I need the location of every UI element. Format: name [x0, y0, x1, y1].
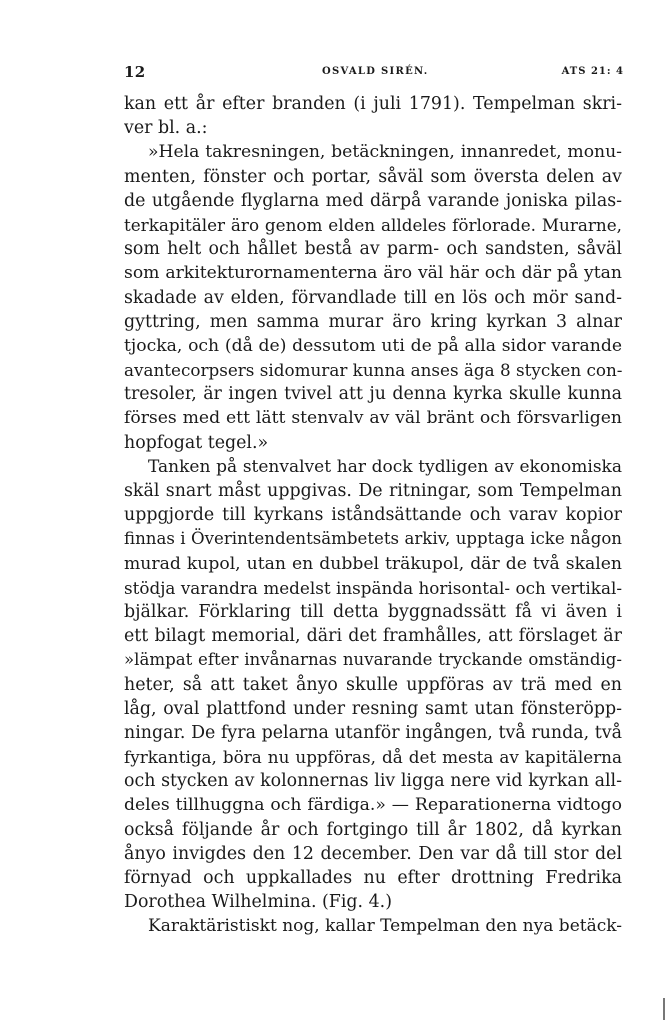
- text-line: ningar. De fyra pelarna utanför ingången, två runda, två: [124, 722, 622, 743]
- text-line: som helt och hållet bestå av parm- och sandsten, såväl: [124, 239, 622, 260]
- text-line: Dorothea Wilhelmina. (Fig. 4.): [124, 892, 392, 913]
- text-line: hopfogat tegel.»: [124, 432, 269, 453]
- text-line: tjocka, och (då de) dessutom uti de på alla sidor varande: [124, 335, 622, 356]
- text-line: finnas i Överintendentsämbetets arkiv, upptaga icke någon: [124, 529, 622, 549]
- text-line: Tanken på stenvalvet har dock tydligen av ekonomiska: [148, 456, 622, 477]
- text-line: skadade av elden, förvandlade till en lös och mör sand-: [124, 287, 622, 308]
- text-line: kan ett år efter branden (i juli 1791). Tempelman skri-: [124, 94, 622, 114]
- text-line: gyttring, men samma murar äro kring kyrkan 3 alnar: [124, 311, 622, 332]
- text-line: ver bl. a.:: [124, 118, 208, 139]
- text-line: fyrkantiga, böra nu uppföras, då det mesta av kapitälerna: [124, 747, 622, 768]
- text-line: skäl snart måst uppgivas. De ritningar, som Tempelman: [124, 481, 622, 501]
- text-line: murad kupol, utan en dubbel träkupol, där de två skalen: [124, 553, 622, 574]
- text-line: uppgjorde till kyrkans iståndsättande och varav kopior: [124, 505, 622, 526]
- text-line: tresoler, är ingen tvivel att ju denna kyrka skulle kunna: [124, 384, 622, 405]
- text-line: stödja varandra medelst inspända horisontal- och vertikal-: [124, 577, 622, 598]
- text-line: som arkitekturornamenterna äro väl här och där på ytan: [124, 263, 622, 284]
- text-line: och stycken av kolonnernas liv ligga nere vid kyrkan all-: [124, 771, 622, 792]
- text-line: de utgående flyglarna med därpå varande joniska pilas-: [124, 190, 622, 211]
- text-line: menten, fönster och portar, såväl som översta delen av: [124, 166, 622, 187]
- page-number: 12: [124, 63, 146, 81]
- text-line: heter, så att taket ånyo skulle uppföras av trä med en: [124, 674, 622, 695]
- running-head: [124, 63, 624, 83]
- text-line: ånyo invigdes den 12 december. Den var då till stor del: [124, 843, 622, 864]
- series-reference: ATS 21: 4: [561, 66, 624, 77]
- text-line: ett bilagt memorial, däri det framhålles, att förslaget är: [124, 626, 622, 647]
- text-line: också följande år och fortgingo till år 1802, då kyrkan: [124, 819, 622, 840]
- running-title: OSVALD SIRÉN.: [322, 66, 429, 77]
- text-line: »lämpat efter invånarnas nuvarande tryckande omständig-: [124, 650, 622, 670]
- text-line: förses med ett lätt stenvalv av väl bränt och försvarligen: [124, 408, 622, 429]
- text-line: förnyad och uppkallades nu efter drottning Fredrika: [124, 868, 622, 888]
- text-line: terkapitäler äro genom elden alldeles förlorade. Murarne,: [124, 214, 622, 235]
- text-line: avantecorpsers sidomurar kunna anses äga 8 stycken con-: [124, 360, 622, 381]
- text-line: »Hela takresningen, betäckningen, innanredet, monu-: [148, 142, 622, 163]
- text-line: låg, oval plattfond under resning samt utan fönsteröpp-: [124, 698, 622, 719]
- text-line: Karaktäristiskt nog, kallar Tempelman den nya betäck-: [148, 916, 622, 937]
- scan-edge-mark: [663, 998, 665, 1020]
- body-text: [124, 92, 622, 939]
- text-line: bjälkar. Förklaring till detta byggnadssätt få vi även i: [124, 601, 622, 622]
- text-line: deles tillhuggna och färdiga.» — Reparationerna vidtogo: [124, 795, 622, 816]
